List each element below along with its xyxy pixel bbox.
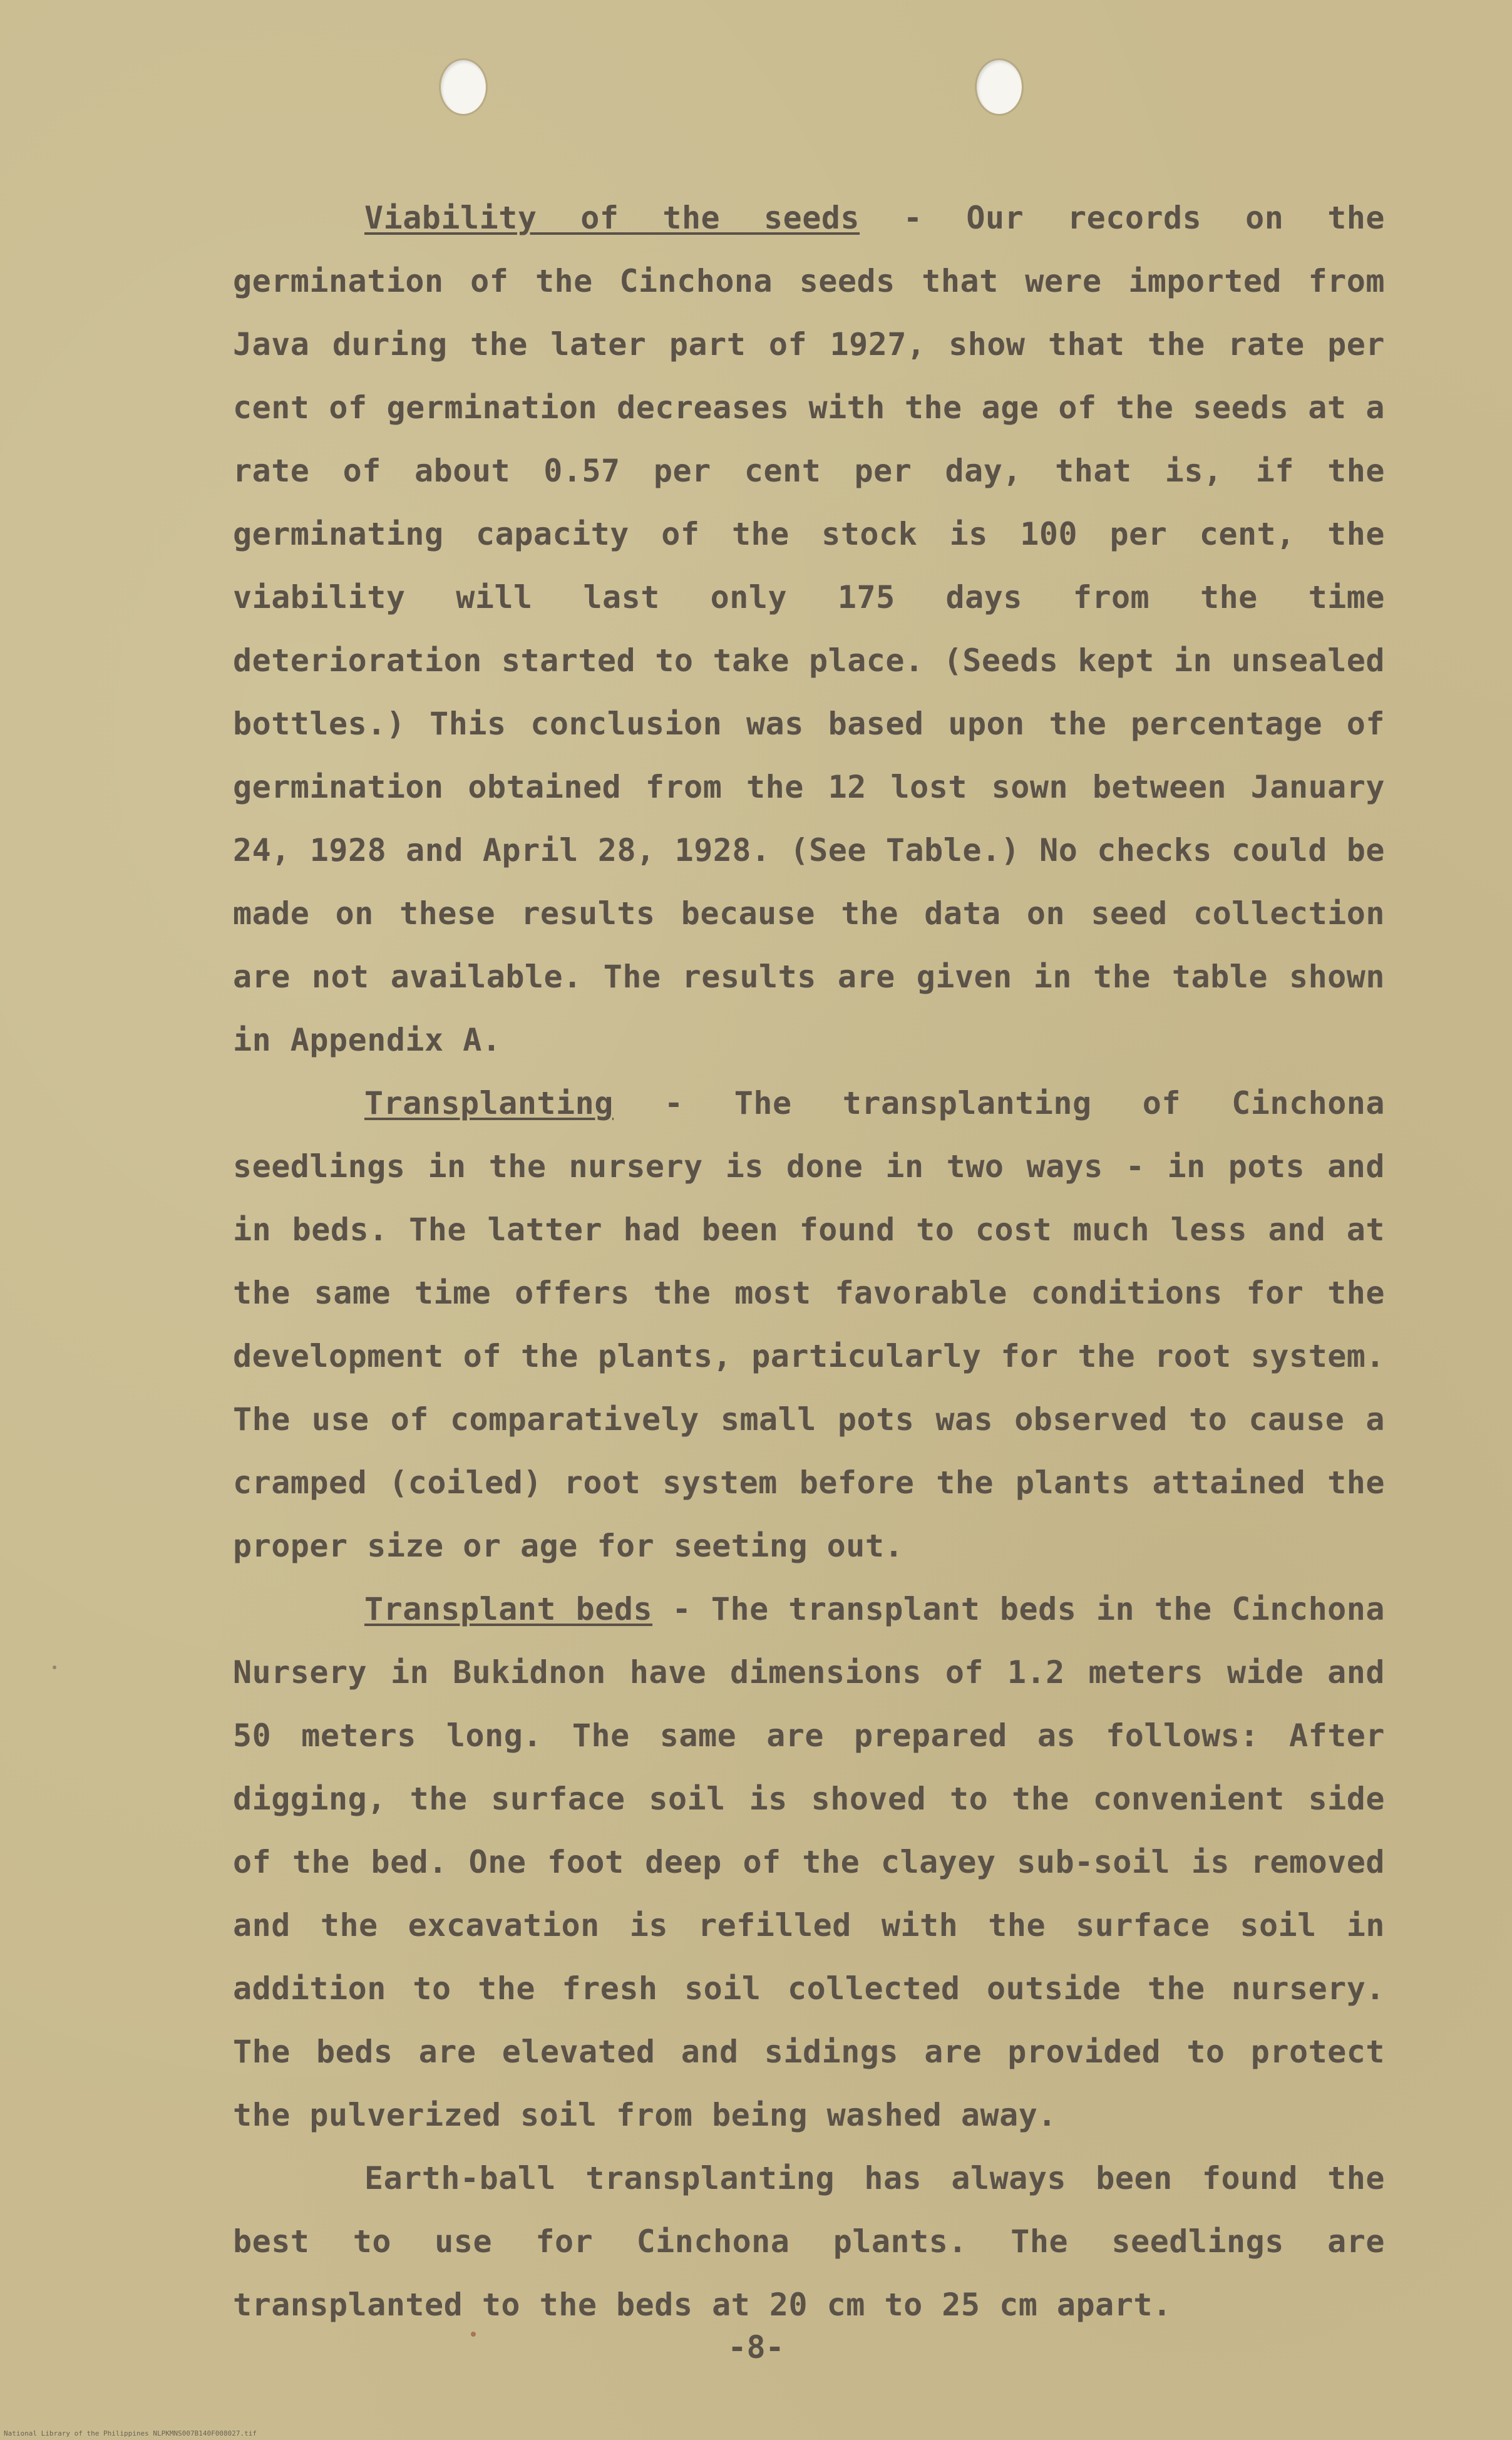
document-body <box>233 187 1385 2337</box>
body-transplant-beds: - The transplant beds in the Cinchona Nursery in Bukidnon have dimensions of 1.2 meters wide and 50 meters long. The same are prepared as follows: After digging, the surface soil is shoved to the convenient side of the bed. One foot deep of the clayey sub-soil is removed and the excavation is refilled with the surface soil in addition to the fresh soil collected outside the nursery. The beds are elevated and sidings are provided to protect the pulverized soil from being washed away. <box>233 1591 1385 2133</box>
body-earth-ball: Earth-ball transplanting has always been found the best to use for Cinchona plants. The seedlings are transplanted to the beds at 20 cm to 25 cm apart. <box>233 2160 1385 2323</box>
heading-viability: Viability of the seeds <box>364 200 860 236</box>
page-number: -8- <box>728 2329 784 2365</box>
paper-speck <box>471 2332 476 2337</box>
paragraph-transplanting <box>233 1072 1385 1578</box>
heading-transplanting: Transplanting <box>364 1085 614 1121</box>
body-viability: - Our records on the germination of the Cinchona seeds that were imported from Java during the later part of 1927, show that the rate per cent of germination decreases with the age of the seeds at a rate of about 0.57 per cent per day, that is, if the germinating capacity of the stock is 100 per cent, the viability will last only 175 days from the time deterioration started to take place. (Seeds kept in unsealed bottles.) This conclusion was based upon the percentage of germination obtained from the 12 lost sown between January 24, 1928 and April 28, 1928. (See Table.) No checks could be made on these results because the data on seed collection are not available. The results are given in the table shown in Appendix A. <box>233 200 1385 1058</box>
body-transplanting: - The transplanting of Cinchona seedlings in the nursery is done in two ways - in pots and in beds. The latter had been found to cost much less and at the same time offers the most favorable conditions for the development of the plants, particularly for the root system. The use of comparatively small pots was observed to cause a cramped (coiled) root system before the plants attained the proper size or age for seeting out. <box>233 1085 1385 1564</box>
archive-stamp: National Library of the Philippines NLPKMNS007B140F008027.tif <box>4 2429 257 2437</box>
binder-hole-left <box>441 60 486 114</box>
binder-hole-right <box>977 60 1022 114</box>
paragraph-earth-ball <box>233 2147 1385 2337</box>
paragraph-viability <box>233 187 1385 1072</box>
paper-speck <box>53 1665 56 1669</box>
paragraph-transplant-beds <box>233 1578 1385 2147</box>
heading-transplant-beds: Transplant beds <box>364 1591 653 1627</box>
